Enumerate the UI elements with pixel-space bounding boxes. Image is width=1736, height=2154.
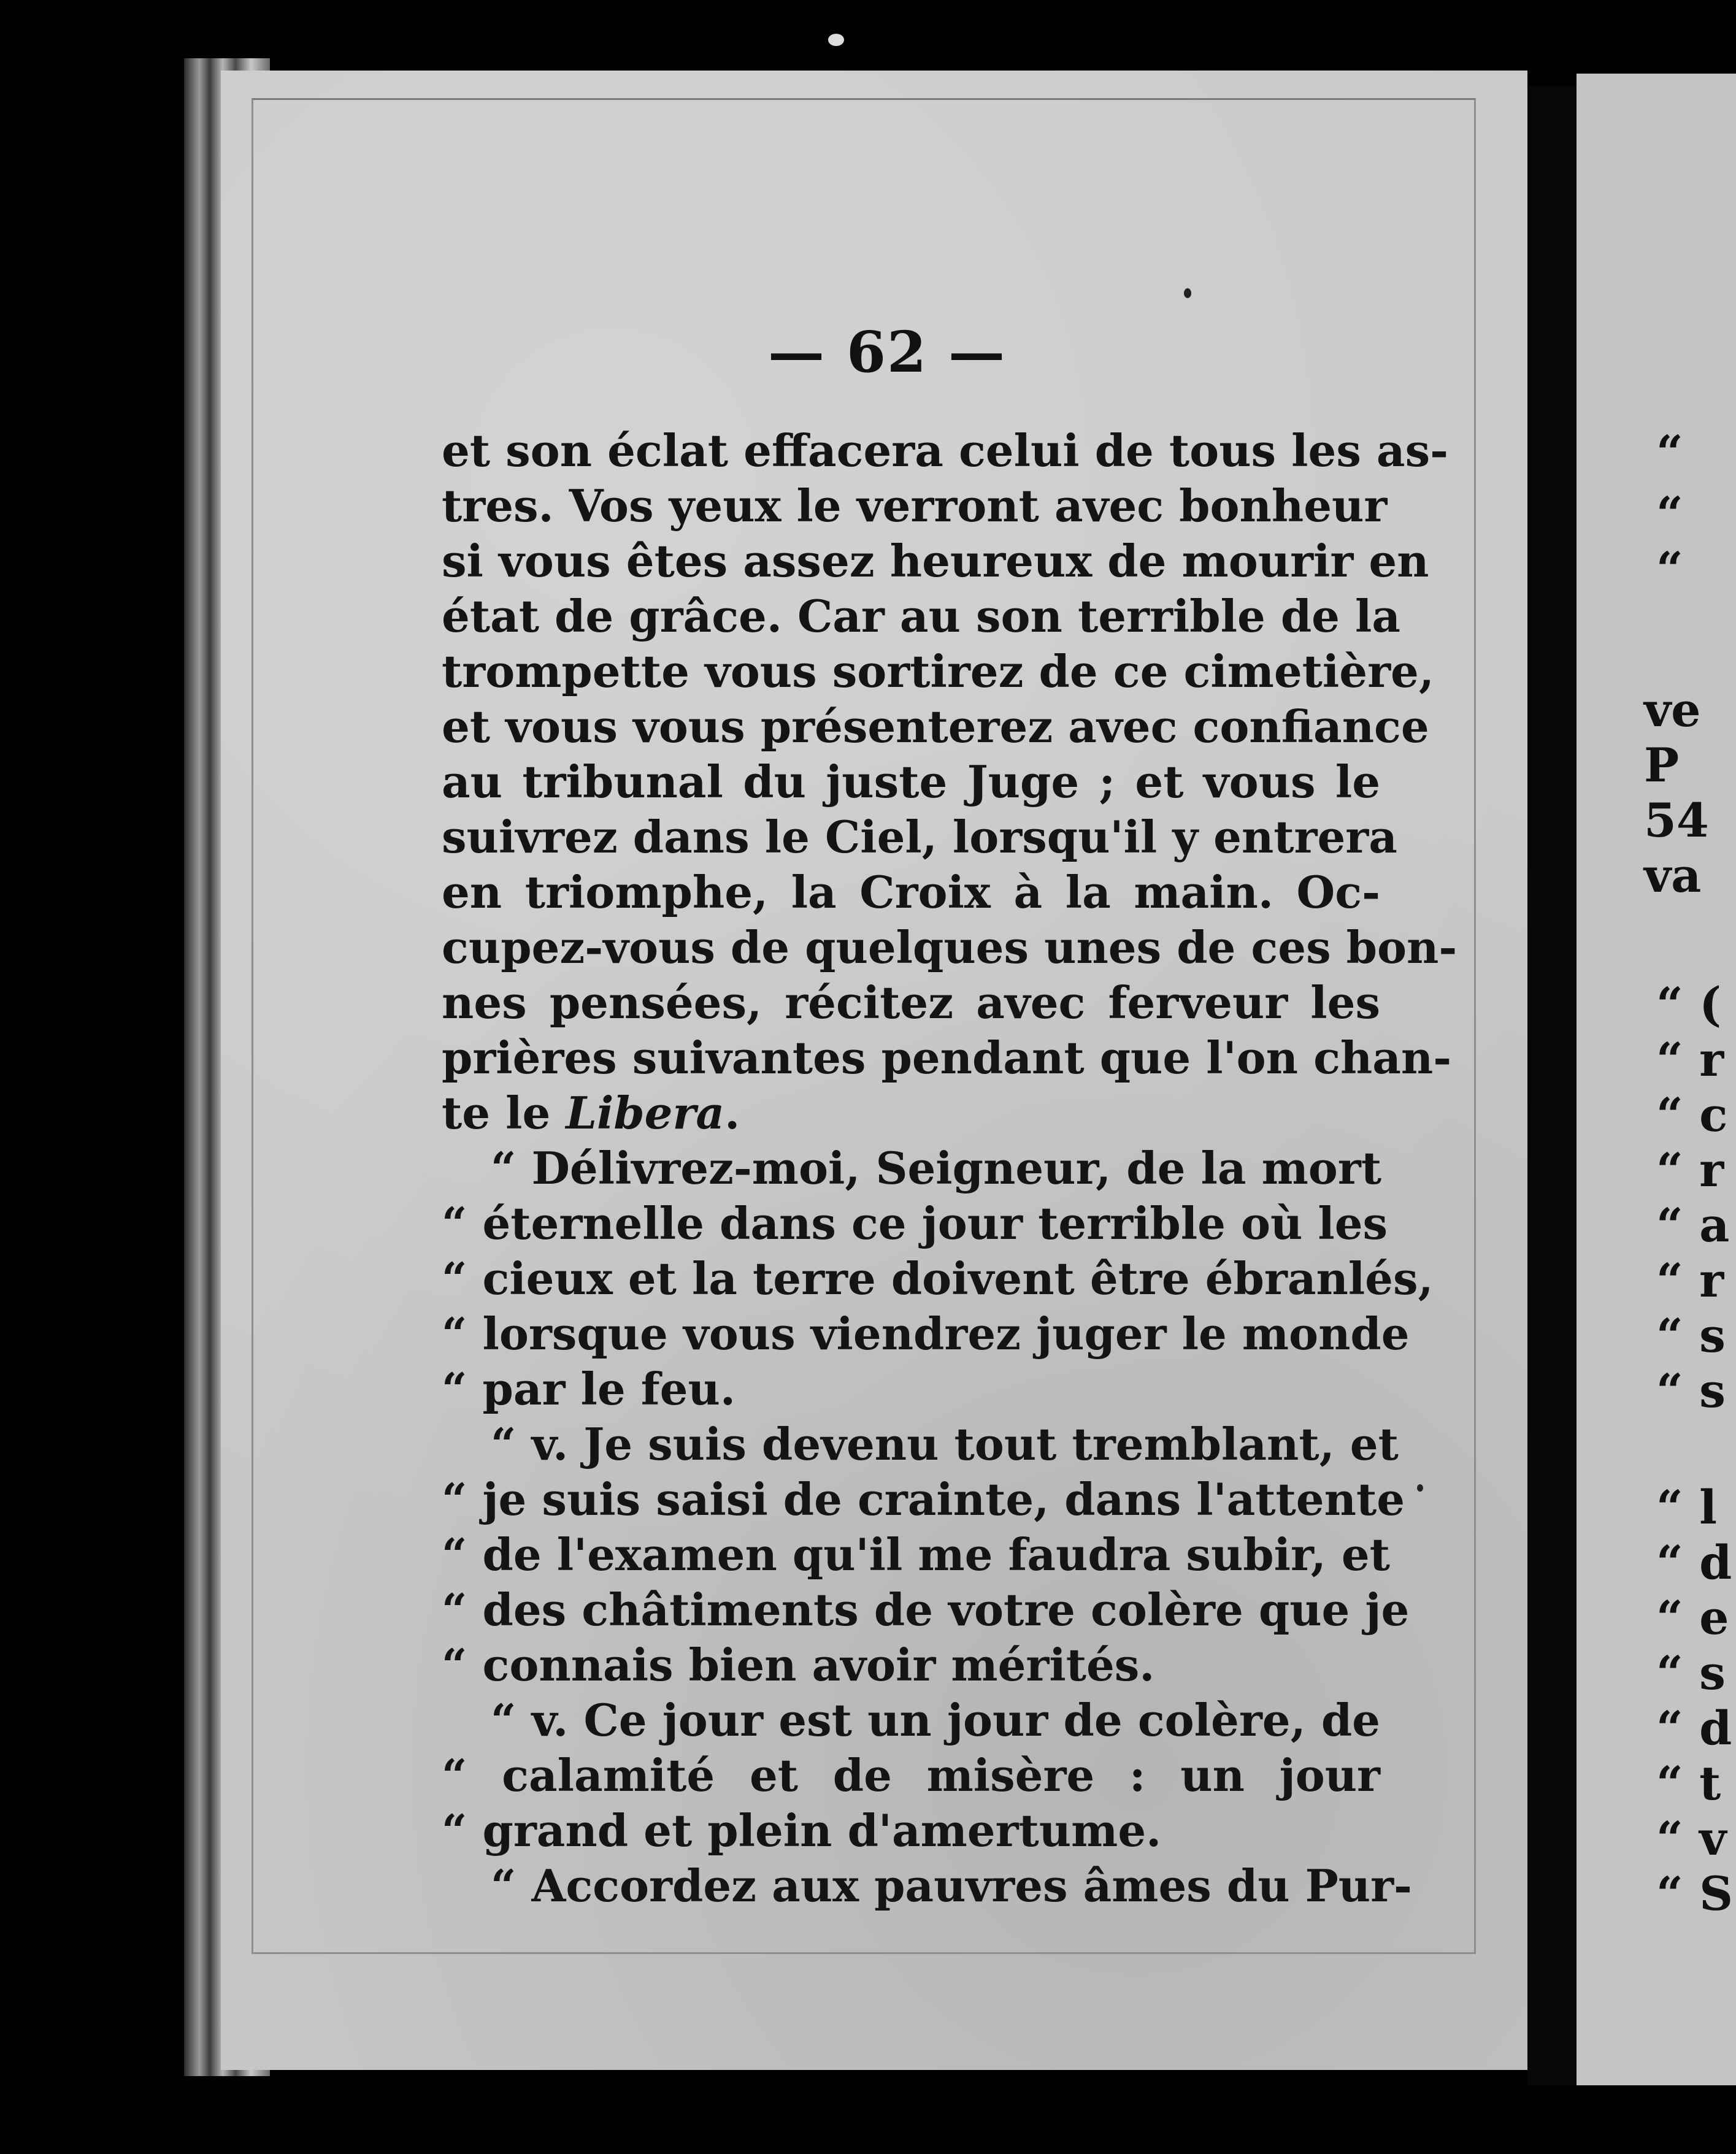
next-page-fragment: 54	[1644, 793, 1709, 848]
next-page-fragment: “ e	[1656, 1590, 1729, 1645]
body-line: cupez-vous de quelques unes de ces bon-	[442, 921, 1458, 973]
next-page-fragment: “ r	[1656, 1032, 1724, 1087]
prayer-line: “ Accordez aux pauvres âmes du Pur-	[491, 1860, 1412, 1912]
prayer-line: “ v. Je suis devenu tout tremblant, et	[491, 1418, 1399, 1470]
prayer-line: “ de l'examen qu'il me faudra subir, et	[442, 1528, 1390, 1581]
body-line: état de grâce. Car au son terrible de la	[442, 590, 1401, 642]
next-page-fragment: “	[1656, 486, 1683, 541]
body-line: tres. Vos yeux le verront avec bonheur	[442, 480, 1388, 532]
next-page-fragment: “ r	[1656, 1143, 1724, 1197]
next-page-fragment: “ d	[1656, 1535, 1732, 1590]
body-line: et vous vous présenterez avec confiance	[442, 700, 1429, 753]
next-page-fragment: P	[1644, 738, 1680, 792]
prayer-line: “ v. Ce jour est un jour de colère, de	[491, 1694, 1380, 1746]
prayer-line: “ grand et plein d'amertume.	[442, 1804, 1162, 1857]
prayer-line: “ des châtiments de votre colère que je	[442, 1584, 1410, 1636]
next-page-fragment: “ r	[1656, 1253, 1724, 1308]
next-page-fragment: “ s	[1656, 1363, 1726, 1418]
next-page-fragments	[1644, 0, 1734, 2154]
prayer-line: “ lorsque vous viendrez juger le monde	[442, 1308, 1410, 1360]
next-page-fragment: “ v	[1656, 1811, 1727, 1866]
book-gutter	[1527, 86, 1577, 2085]
prayer-line: “ je suis saisi de crainte, dans l'attente	[442, 1473, 1405, 1525]
prayer-line: “ éternelle dans ce jour terrible où les	[442, 1197, 1388, 1249]
body-line: au tribunal du juste Juge ; et vous le	[442, 756, 1380, 808]
libera-line	[442, 1086, 1380, 1141]
libera-word: Libera	[566, 1087, 725, 1139]
next-page-fragment: “ c	[1656, 1087, 1728, 1142]
libera-suffix: .	[724, 1087, 740, 1139]
body-line: et son éclat effacera celui de tous les as-	[442, 424, 1448, 477]
page-number: — 62 —	[767, 319, 1007, 385]
body-line: prières suivantes pendant que l'on chan-	[442, 1032, 1452, 1084]
next-page-fragment: “ s	[1656, 1308, 1726, 1363]
libera-prefix: te le	[442, 1087, 566, 1139]
next-page-fragment: “	[1656, 425, 1683, 480]
next-page-fragment: “ (	[1656, 977, 1722, 1032]
dust-speck	[828, 34, 844, 46]
prayer-line: “ connais bien avoir mérités.	[442, 1639, 1155, 1691]
prayer-line: “ calamité et de misère : un jour	[442, 1749, 1380, 1801]
body-line: en triomphe, la Croix à la main. Oc-	[442, 866, 1380, 918]
prayer-line: “ cieux et la terre doivent être ébranlés,	[442, 1252, 1434, 1305]
next-page-fragment: “ S	[1656, 1866, 1734, 1921]
body-line: nes pensées, récitez avec ferveur les	[442, 976, 1380, 1029]
next-page-fragment: “ l	[1656, 1480, 1718, 1535]
body-line: suivrez dans le Ciel, lorsqu'il y entrera	[442, 811, 1397, 863]
body-line: si vous êtes assez heureux de mourir en	[442, 535, 1429, 587]
prayer-line: “ Délivrez-moi, Seigneur, de la mort	[491, 1142, 1381, 1194]
next-page-fragment: ve	[1644, 683, 1701, 737]
next-page-fragment: “	[1656, 542, 1683, 596]
next-page-fragment: “ s	[1656, 1646, 1726, 1700]
prayer-line: “ par le feu.	[442, 1363, 735, 1415]
ink-speck	[1184, 288, 1191, 298]
ink-speck	[1417, 1484, 1423, 1492]
next-page-fragment: va	[1644, 848, 1702, 903]
page-body	[442, 423, 1458, 1914]
next-page-fragment: “ t	[1656, 1756, 1721, 1811]
next-page-fragment: “ d	[1656, 1701, 1732, 1755]
body-line: trompette vous sortirez de ce cimetière,	[442, 645, 1434, 697]
next-page-fragment: “ a	[1656, 1198, 1730, 1252]
